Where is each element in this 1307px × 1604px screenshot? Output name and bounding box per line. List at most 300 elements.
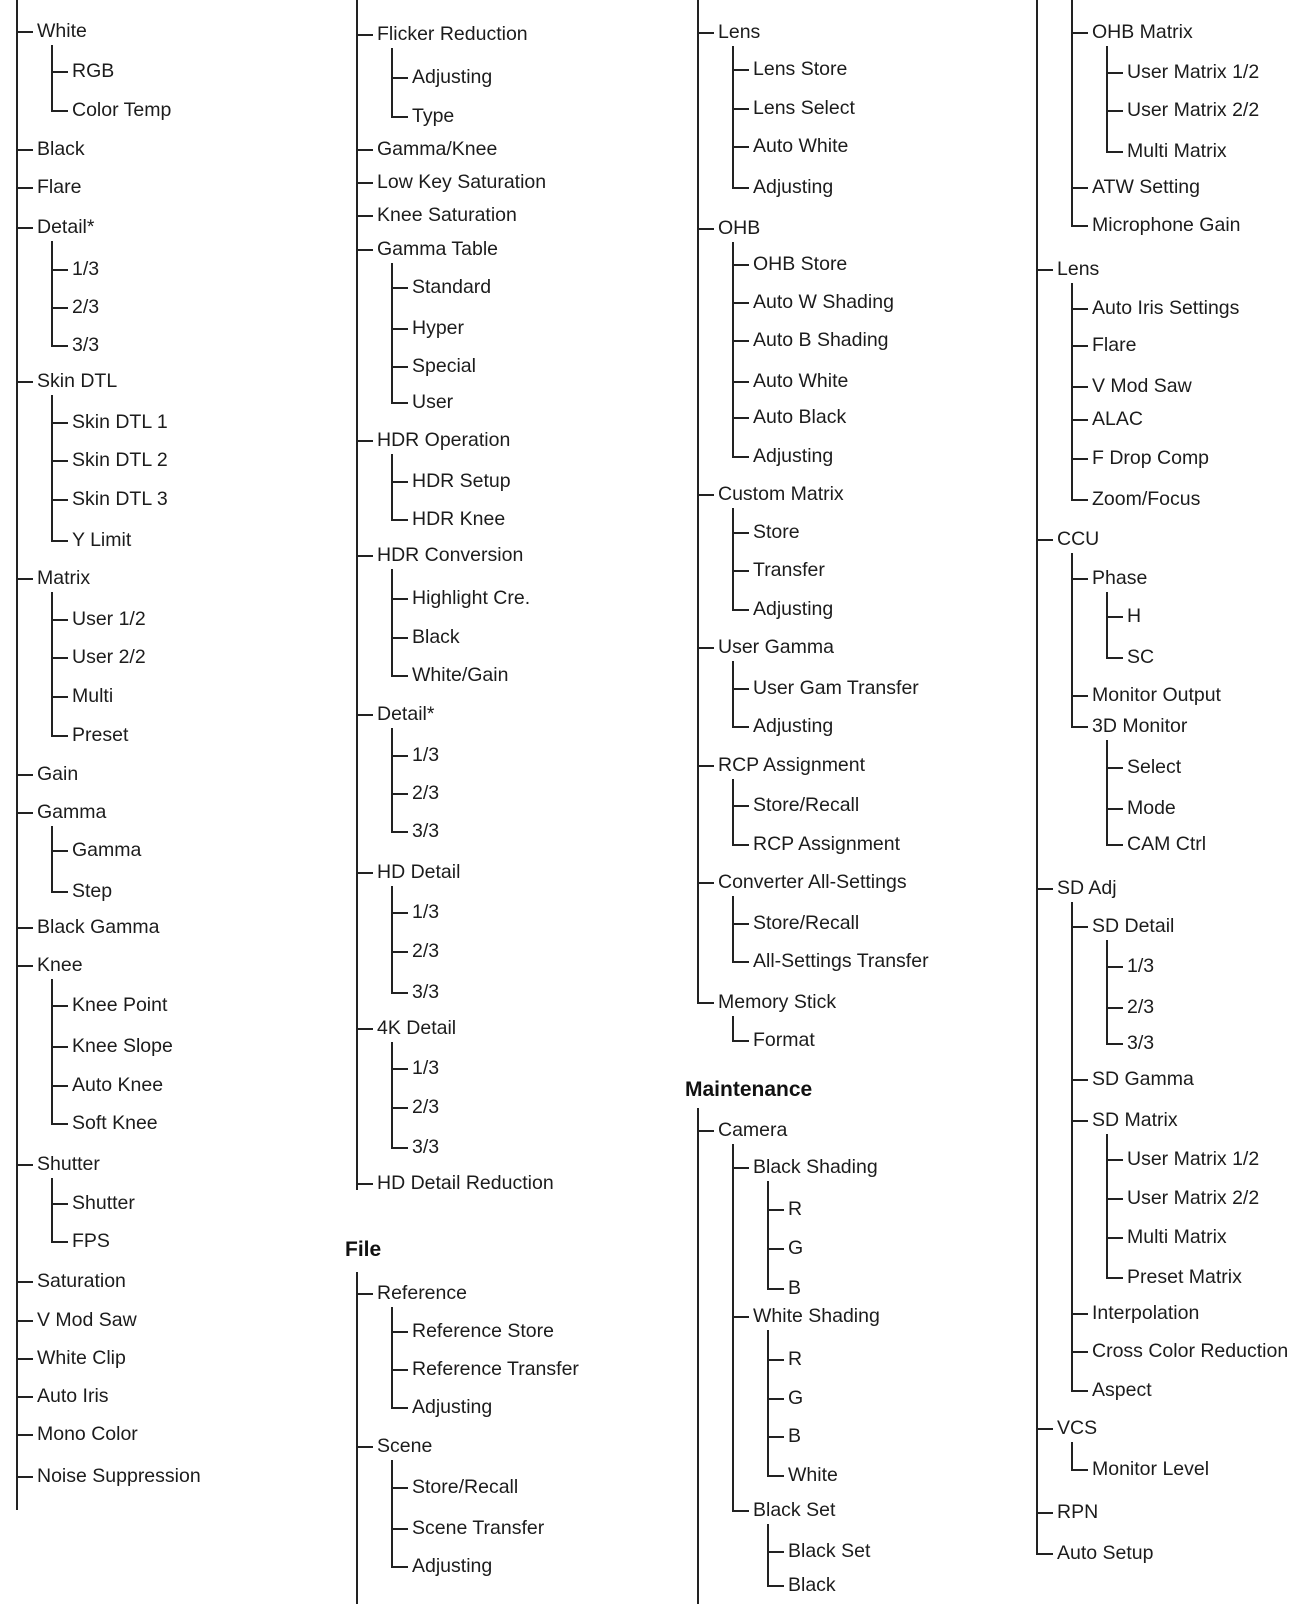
menu-item-user-matrix-2-2: User Matrix 2/2 xyxy=(1127,99,1260,121)
tree-connector xyxy=(1106,151,1123,153)
tree-branch-line xyxy=(1071,283,1073,500)
tree-branch-line xyxy=(1106,46,1108,152)
menu-item-gamma: Gamma xyxy=(72,839,142,861)
tree-connector xyxy=(1071,1351,1088,1353)
tree-branch-line xyxy=(732,508,734,610)
menu-item-user-matrix-1-2: User Matrix 1/2 xyxy=(1127,61,1260,83)
menu-item-phase: Phase xyxy=(1092,567,1148,589)
tree-connector xyxy=(51,540,68,542)
menu-item-adjusting: Adjusting xyxy=(753,176,834,198)
menu-item-2-3: 2/3 xyxy=(1127,996,1155,1018)
menu-item-lens: Lens xyxy=(1057,258,1100,280)
menu-item-user-1-2: User 1/2 xyxy=(72,608,146,630)
tree-connector xyxy=(51,307,68,309)
tree-connector xyxy=(16,227,33,229)
menu-item-v-mod-saw: V Mod Saw xyxy=(1092,375,1192,397)
tree-connector xyxy=(391,793,408,795)
tree-connector xyxy=(356,1028,373,1030)
tree-branch-line xyxy=(732,46,734,188)
menu-item-skin-dtl-2: Skin DTL 2 xyxy=(72,449,168,471)
tree-connector xyxy=(1071,308,1088,310)
tree-connector xyxy=(391,1487,408,1489)
tree-branch-line xyxy=(391,886,393,993)
menu-item-all-settings-transfer: All-Settings Transfer xyxy=(753,950,929,972)
tree-branch-line xyxy=(767,1524,769,1586)
menu-item-hdr-conversion: HDR Conversion xyxy=(377,544,524,566)
menu-item-reference: Reference xyxy=(377,1282,467,1304)
tree-connector xyxy=(391,637,408,639)
tree-connector xyxy=(391,1331,408,1333)
tree-connector xyxy=(391,77,408,79)
tree-connector xyxy=(732,69,749,71)
tree-branch-line xyxy=(1036,0,1038,1554)
tree-connector xyxy=(391,951,408,953)
tree-connector xyxy=(1071,726,1088,728)
tree-connector xyxy=(1071,1469,1088,1471)
tree-connector xyxy=(732,264,749,266)
section-title-maintenance: Maintenance xyxy=(685,1078,813,1101)
menu-item-g: G xyxy=(788,1387,804,1409)
tree-connector xyxy=(391,1407,408,1409)
menu-item-r: R xyxy=(788,1198,803,1220)
tree-connector xyxy=(767,1436,784,1438)
tree-branch-line xyxy=(1106,592,1108,658)
tree-connector xyxy=(391,598,408,600)
tree-connector xyxy=(767,1288,784,1290)
tree-connector xyxy=(356,440,373,442)
menu-item-rgb: RGB xyxy=(72,60,115,82)
tree-connector xyxy=(1071,1079,1088,1081)
tree-branch-line xyxy=(732,896,734,962)
tree-branch-line xyxy=(391,263,393,403)
menu-item-auto-iris-settings: Auto Iris Settings xyxy=(1092,297,1240,319)
menu-item-microphone-gain: Microphone Gain xyxy=(1092,214,1241,236)
tree-connector xyxy=(16,1281,33,1283)
tree-branch-line xyxy=(391,1460,393,1567)
tree-connector xyxy=(1106,808,1123,810)
tree-connector xyxy=(356,872,373,874)
tree-branch-line xyxy=(391,728,393,832)
menu-item-black-set: Black Set xyxy=(788,1540,871,1562)
menu-item-auto-b-shading: Auto B Shading xyxy=(753,329,889,351)
menu-item-user-matrix-1-2: User Matrix 1/2 xyxy=(1127,1148,1260,1170)
tree-connector xyxy=(16,1358,33,1360)
menu-item-4k-detail: 4K Detail xyxy=(377,1017,457,1039)
menu-item-3-3: 3/3 xyxy=(412,981,440,1003)
tree-connector xyxy=(732,609,749,611)
tree-connector xyxy=(1106,1159,1123,1161)
menu-item-type: Type xyxy=(412,105,455,127)
tree-connector xyxy=(1071,225,1088,227)
menu-item-adjusting: Adjusting xyxy=(753,715,834,737)
menu-item-v-mod-saw: V Mod Saw xyxy=(37,1309,137,1331)
tree-connector xyxy=(732,532,749,534)
menu-item-flare: Flare xyxy=(1092,334,1137,356)
tree-connector xyxy=(1071,1313,1088,1315)
tree-connector xyxy=(1071,499,1088,501)
menu-item-select: Select xyxy=(1127,756,1182,778)
tree-branch-line xyxy=(767,1330,769,1476)
menu-item-auto-iris: Auto Iris xyxy=(37,1385,109,1407)
menu-item-adjusting: Adjusting xyxy=(753,445,834,467)
tree-connector xyxy=(1071,458,1088,460)
tree-connector xyxy=(16,31,33,33)
tree-connector xyxy=(732,108,749,110)
menu-item-2-3: 2/3 xyxy=(72,296,100,318)
menu-item-adjusting: Adjusting xyxy=(412,1396,493,1418)
tree-connector xyxy=(51,1203,68,1205)
tree-connector xyxy=(16,965,33,967)
menu-item-reference-store: Reference Store xyxy=(412,1320,554,1342)
tree-connector xyxy=(1071,345,1088,347)
menu-item-white-gain: White/Gain xyxy=(412,664,509,686)
menu-item-color-temp: Color Temp xyxy=(72,99,172,121)
tree-connector xyxy=(1071,187,1088,189)
tree-connector xyxy=(51,422,68,424)
tree-connector xyxy=(767,1551,784,1553)
tree-branch-line xyxy=(51,1178,53,1242)
menu-item-gamma-knee: Gamma/Knee xyxy=(377,138,498,160)
tree-connector xyxy=(732,726,749,728)
menu-item-shutter: Shutter xyxy=(37,1153,100,1175)
menu-item-white-shading: White Shading xyxy=(753,1305,880,1327)
tree-connector xyxy=(356,215,373,217)
tree-connector xyxy=(1036,539,1053,541)
tree-branch-line xyxy=(51,592,53,736)
tree-connector xyxy=(51,619,68,621)
menu-item-white-clip: White Clip xyxy=(37,1347,126,1369)
menu-item-auto-knee: Auto Knee xyxy=(72,1074,164,1096)
tree-branch-line xyxy=(1106,1134,1108,1278)
menu-item-ohb: OHB xyxy=(718,217,761,239)
menu-item-lens-store: Lens Store xyxy=(753,58,848,80)
menu-item-user-gam-transfer: User Gam Transfer xyxy=(753,677,919,699)
tree-connector xyxy=(51,1085,68,1087)
tree-connector xyxy=(16,927,33,929)
menu-item-auto-black: Auto Black xyxy=(753,406,847,428)
tree-connector xyxy=(732,961,749,963)
tree-connector xyxy=(732,1167,749,1169)
tree-connector xyxy=(356,714,373,716)
menu-item-multi: Multi xyxy=(72,685,114,707)
menu-item-preset-matrix: Preset Matrix xyxy=(1127,1266,1242,1288)
menu-item-mode: Mode xyxy=(1127,797,1176,819)
tree-branch-line xyxy=(732,1144,734,1511)
tree-connector xyxy=(391,519,408,521)
menu-item-f-drop-comp: F Drop Comp xyxy=(1092,447,1210,469)
menu-item-y-limit: Y Limit xyxy=(72,529,132,551)
tree-connector xyxy=(356,149,373,151)
menu-item-step: Step xyxy=(72,880,113,902)
tree-branch-line xyxy=(391,1307,393,1408)
tree-connector xyxy=(391,481,408,483)
tree-connector xyxy=(1106,767,1123,769)
menu-item-saturation: Saturation xyxy=(37,1270,126,1292)
tree-connector xyxy=(51,891,68,893)
menu-item-gamma: Gamma xyxy=(37,801,107,823)
menu-item-skin-dtl-3: Skin DTL 3 xyxy=(72,488,168,510)
menu-item-black-shading: Black Shading xyxy=(753,1156,878,1178)
tree-connector xyxy=(767,1585,784,1587)
menu-item-b: B xyxy=(788,1425,802,1447)
menu-item-multi-matrix: Multi Matrix xyxy=(1127,1226,1227,1248)
tree-branch-line xyxy=(1106,940,1108,1044)
menu-item-3-3: 3/3 xyxy=(412,820,440,842)
menu-item-rpn: RPN xyxy=(1057,1501,1099,1523)
tree-connector xyxy=(1106,844,1123,846)
tree-connector xyxy=(391,1528,408,1530)
tree-connector xyxy=(51,1005,68,1007)
tree-connector xyxy=(767,1398,784,1400)
menu-item-sd-gamma: SD Gamma xyxy=(1092,1068,1194,1090)
tree-connector xyxy=(391,1566,408,1568)
menu-item-sd-detail: SD Detail xyxy=(1092,915,1175,937)
tree-connector xyxy=(767,1359,784,1361)
menu-item-fps: FPS xyxy=(72,1230,110,1252)
tree-connector xyxy=(697,765,714,767)
menu-item-ccu: CCU xyxy=(1057,528,1100,550)
tree-connector xyxy=(1036,1553,1053,1555)
menu-item-skin-dtl-1: Skin DTL 1 xyxy=(72,411,168,433)
menu-item-store-recall: Store/Recall xyxy=(753,912,860,934)
menu-item-black-gamma: Black Gamma xyxy=(37,916,160,938)
menu-item-vcs: VCS xyxy=(1057,1417,1098,1439)
menu-item-lens-select: Lens Select xyxy=(753,97,855,119)
menu-item-auto-white: Auto White xyxy=(753,135,849,157)
tree-connector xyxy=(356,182,373,184)
tree-branch-line xyxy=(51,826,53,892)
tree-connector xyxy=(16,1396,33,1398)
menu-item-gain: Gain xyxy=(37,763,79,785)
tree-connector xyxy=(1071,419,1088,421)
menu-item-highlight-cre: Highlight Cre. xyxy=(412,587,531,609)
menu-item-soft-knee: Soft Knee xyxy=(72,1112,158,1134)
tree-connector xyxy=(51,1241,68,1243)
menu-item-interpolation: Interpolation xyxy=(1092,1302,1200,1324)
menu-item-flare: Flare xyxy=(37,176,82,198)
menu-item-gamma-table: Gamma Table xyxy=(377,238,499,260)
menu-item-white: White xyxy=(37,20,87,42)
menu-item-auto-white: Auto White xyxy=(753,370,849,392)
tree-branch-line xyxy=(391,48,393,117)
menu-item-adjusting: Adjusting xyxy=(753,598,834,620)
tree-connector xyxy=(1071,386,1088,388)
tree-connector xyxy=(697,647,714,649)
tree-connector xyxy=(1036,888,1053,890)
tree-connector xyxy=(697,494,714,496)
menu-item-low-key-saturation: Low Key Saturation xyxy=(377,171,547,193)
tree-connector xyxy=(732,1040,749,1042)
menu-item-lens: Lens xyxy=(718,21,761,43)
menu-item-zoom-focus: Zoom/Focus xyxy=(1092,488,1201,510)
tree-connector xyxy=(732,1510,749,1512)
menu-item-rcp-assignment: RCP Assignment xyxy=(718,754,866,776)
tree-branch-line xyxy=(391,454,393,520)
menu-item-1-3: 1/3 xyxy=(412,744,440,766)
tree-connector xyxy=(51,657,68,659)
menu-item-black-set: Black Set xyxy=(753,1499,836,1521)
menu-item-multi-matrix: Multi Matrix xyxy=(1127,140,1227,162)
menu-item-3-3: 3/3 xyxy=(1127,1032,1155,1054)
menu-item-monitor-level: Monitor Level xyxy=(1092,1458,1210,1480)
menu-item-mono-color: Mono Color xyxy=(37,1423,138,1445)
menu-item-knee: Knee xyxy=(37,954,83,976)
tree-connector xyxy=(391,287,408,289)
tree-connector xyxy=(391,992,408,994)
menu-item-black: Black xyxy=(37,138,85,160)
menu-item-camera: Camera xyxy=(718,1119,788,1141)
menu-item-1-3: 1/3 xyxy=(412,1057,440,1079)
tree-connector xyxy=(697,1130,714,1132)
tree-connector xyxy=(1036,1428,1053,1430)
menu-item-auto-w-shading: Auto W Shading xyxy=(753,291,894,313)
tree-connector xyxy=(767,1209,784,1211)
tree-connector xyxy=(16,1164,33,1166)
tree-connector xyxy=(51,345,68,347)
tree-connector xyxy=(732,688,749,690)
tree-connector xyxy=(356,34,373,36)
tree-connector xyxy=(51,499,68,501)
menu-item-1-3: 1/3 xyxy=(72,258,100,280)
tree-connector xyxy=(732,805,749,807)
tree-connector xyxy=(1106,1237,1123,1239)
tree-branch-line xyxy=(51,395,53,541)
tree-connector xyxy=(732,302,749,304)
menu-item-ohb-matrix: OHB Matrix xyxy=(1092,21,1193,43)
tree-connector xyxy=(356,1446,373,1448)
tree-connector xyxy=(1106,72,1123,74)
tree-connector xyxy=(1106,1043,1123,1045)
menu-item-atw-setting: ATW Setting xyxy=(1092,176,1201,198)
tree-connector xyxy=(1071,695,1088,697)
menu-item-preset: Preset xyxy=(72,724,129,746)
tree-connector xyxy=(732,146,749,148)
tree-connector xyxy=(391,1369,408,1371)
menu-item-b: B xyxy=(788,1277,802,1299)
tree-connector xyxy=(391,675,408,677)
tree-connector xyxy=(391,912,408,914)
menu-item-shutter: Shutter xyxy=(72,1192,135,1214)
menu-item-3-3: 3/3 xyxy=(412,1136,440,1158)
tree-connector xyxy=(732,844,749,846)
tree-connector xyxy=(1071,1120,1088,1122)
menu-item-standard: Standard xyxy=(412,276,492,298)
tree-connector xyxy=(16,187,33,189)
tree-connector xyxy=(16,1434,33,1436)
menu-item-hd-detail: HD Detail xyxy=(377,861,461,883)
tree-connector xyxy=(697,1002,714,1004)
tree-connector xyxy=(356,1293,373,1295)
tree-connector xyxy=(732,456,749,458)
tree-connector xyxy=(697,32,714,34)
menu-item-memory-stick: Memory Stick xyxy=(718,991,837,1013)
tree-branch-line xyxy=(732,1016,734,1041)
menu-item-knee-slope: Knee Slope xyxy=(72,1035,173,1057)
tree-branch-line xyxy=(732,242,734,457)
tree-connector xyxy=(1106,1007,1123,1009)
menu-item-noise-suppression: Noise Suppression xyxy=(37,1465,201,1487)
menu-item-converter-all-settings: Converter All-Settings xyxy=(718,871,907,893)
menu-item-store-recall: Store/Recall xyxy=(753,794,860,816)
tree-connector xyxy=(51,71,68,73)
tree-branch-line xyxy=(1071,902,1073,1391)
tree-connector xyxy=(391,402,408,404)
menu-item-knee-point: Knee Point xyxy=(72,994,168,1016)
tree-connector xyxy=(767,1475,784,1477)
tree-connector xyxy=(697,882,714,884)
menu-item-user: User xyxy=(412,391,454,413)
menu-item-hd-detail-reduction: HD Detail Reduction xyxy=(377,1172,554,1194)
tree-connector xyxy=(1106,616,1123,618)
tree-connector xyxy=(391,1107,408,1109)
tree-connector xyxy=(1071,578,1088,580)
menu-item-rcp-assignment: RCP Assignment xyxy=(753,833,901,855)
menu-item-reference-transfer: Reference Transfer xyxy=(412,1358,579,1380)
tree-connector xyxy=(16,812,33,814)
tree-connector xyxy=(732,340,749,342)
menu-item-1-3: 1/3 xyxy=(1127,955,1155,977)
menu-item-cross-color-reduction: Cross Color Reduction xyxy=(1092,1340,1289,1362)
tree-connector xyxy=(51,696,68,698)
menu-item-flicker-reduction: Flicker Reduction xyxy=(377,23,528,45)
tree-connector xyxy=(391,1068,408,1070)
tree-connector xyxy=(391,328,408,330)
tree-branch-line xyxy=(51,979,53,1124)
tree-connector xyxy=(1106,110,1123,112)
menu-item-sd-adj: SD Adj xyxy=(1057,877,1117,899)
tree-connector xyxy=(51,735,68,737)
tree-connector xyxy=(391,366,408,368)
tree-connector xyxy=(391,755,408,757)
tree-branch-line xyxy=(356,1272,358,1604)
tree-connector xyxy=(732,1316,749,1318)
tree-connector xyxy=(51,460,68,462)
menu-item-format: Format xyxy=(753,1029,815,1051)
tree-branch-line xyxy=(697,0,699,1004)
tree-connector xyxy=(16,1320,33,1322)
tree-branch-line xyxy=(732,661,734,727)
tree-connector xyxy=(391,831,408,833)
menu-item-store: Store xyxy=(753,521,800,543)
tree-connector xyxy=(1036,269,1053,271)
menu-item-2-3: 2/3 xyxy=(412,940,440,962)
menu-item-sd-matrix: SD Matrix xyxy=(1092,1109,1178,1131)
menu-item-matrix: Matrix xyxy=(37,567,91,589)
menu-item-3d-monitor: 3D Monitor xyxy=(1092,715,1188,737)
tree-connector xyxy=(16,774,33,776)
menu-item-monitor-output: Monitor Output xyxy=(1092,684,1221,706)
menu-item-hdr-operation: HDR Operation xyxy=(377,429,511,451)
tree-connector xyxy=(356,555,373,557)
tree-connector xyxy=(1106,1198,1123,1200)
menu-item-black: Black xyxy=(788,1574,836,1596)
tree-connector xyxy=(1071,926,1088,928)
menu-item-cam-ctrl: CAM Ctrl xyxy=(1127,833,1207,855)
menu-item-hdr-setup: HDR Setup xyxy=(412,470,511,492)
tree-connector xyxy=(732,923,749,925)
tree-connector xyxy=(391,116,408,118)
tree-connector xyxy=(51,850,68,852)
tree-branch-line xyxy=(356,0,358,1190)
tree-connector xyxy=(697,228,714,230)
tree-branch-line xyxy=(51,241,53,346)
tree-branch-line xyxy=(1071,1442,1073,1470)
tree-branch-line xyxy=(732,779,734,845)
menu-item-white: White xyxy=(788,1464,838,1486)
menu-item-knee-saturation: Knee Saturation xyxy=(377,204,517,226)
menu-item-user-2-2: User 2/2 xyxy=(72,646,146,668)
tree-connector xyxy=(1036,1512,1053,1514)
